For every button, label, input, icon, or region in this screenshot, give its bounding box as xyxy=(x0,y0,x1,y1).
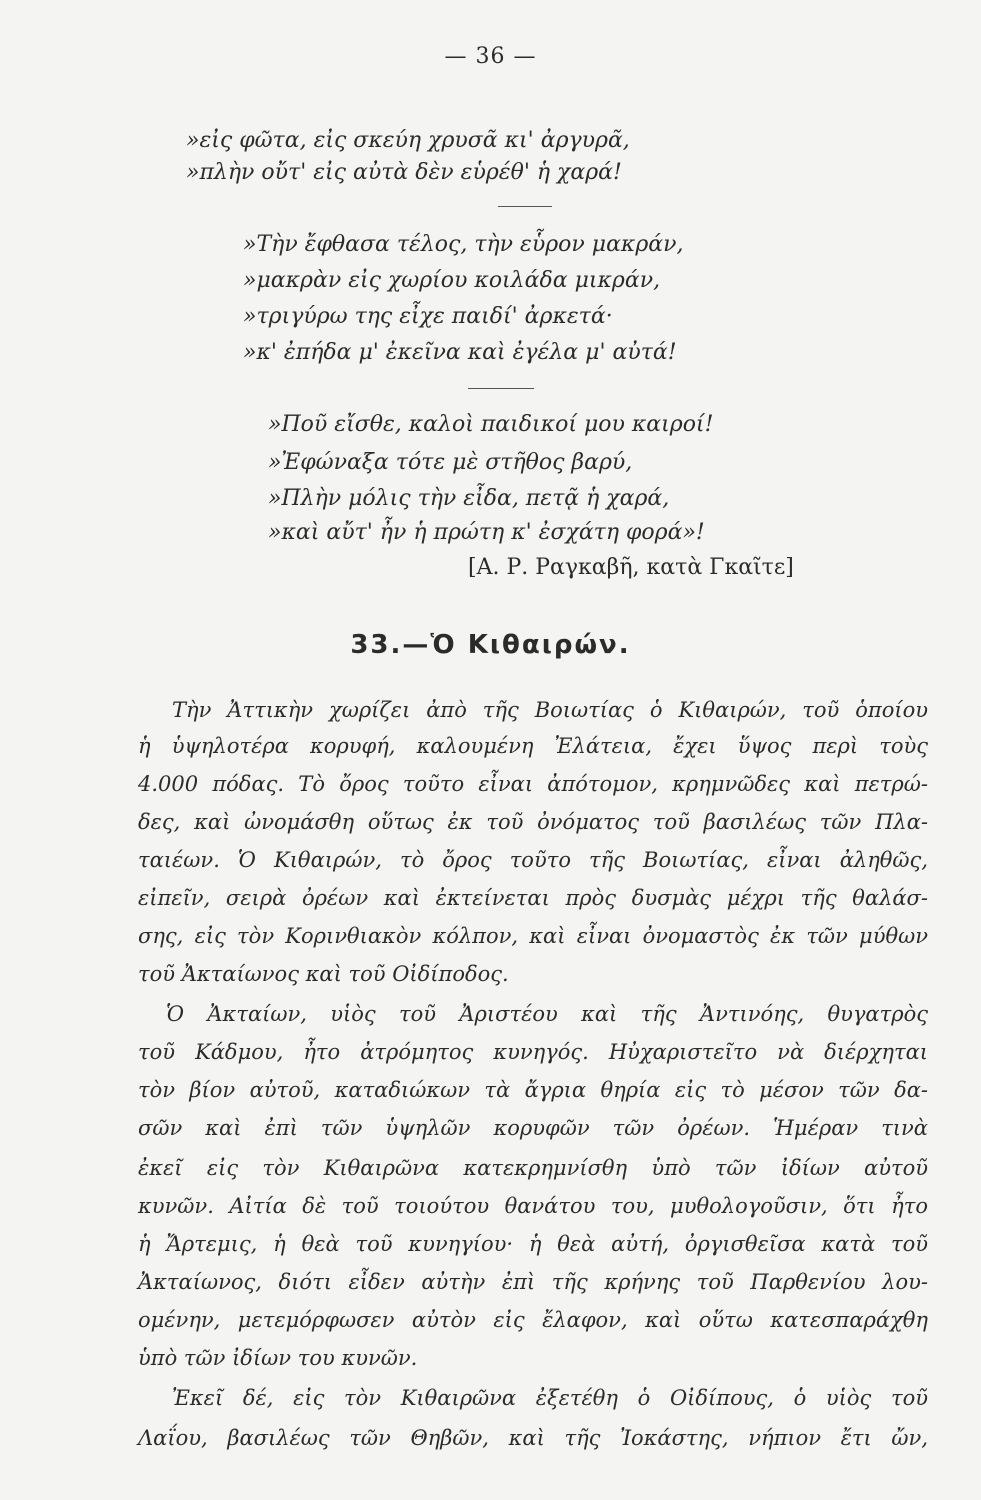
prose-line: εἰπεῖν, σειρὰ ὀρέων καὶ ἐκτείνεται πρὸς δυσμὰς μέχρι τῆς θαλάσ- xyxy=(138,886,928,910)
verse-line: »πλὴν οὔτ' εἰς αὐτὰ δὲν εὑρέθ' ἡ χαρά! xyxy=(186,160,622,185)
verse-line: »κ' ἐπήδα μ' ἐκεῖνα καὶ ἐγέλα μ' αὐτά! xyxy=(243,340,677,365)
verse-line: »εἰς φῶτα, εἰς σκεύη χρυσᾶ κι' ἀργυρᾶ, xyxy=(186,128,630,153)
prose-line: ομένην, μετεμόρφωσεν αὐτὸν εἰς ἔλαφον, καὶ οὕτω κατεσπαράχθη xyxy=(138,1308,928,1332)
prose-line: ταιέων. Ὁ Κιθαιρών, τὸ ὄρος τοῦτο τῆς Βοιωτίας, εἶναι ἀληθῶς, xyxy=(138,848,928,872)
prose-line: Ὁ Ἀκταίων, υἱὸς τοῦ Ἀριστέου καὶ τῆς Ἀντινόης, θυγατρὸς xyxy=(166,1002,928,1026)
prose-line: τοῦ Κάδμου, ἦτο ἀτρόμητος κυνηγός. Ηὐχαριστεῖτο νὰ διέρχηται xyxy=(138,1040,928,1064)
prose-line: σης, εἰς τὸν Κορινθιακὸν κόλπον, καὶ εἶναι ὀνομαστὸς ἐκ τῶν μύθων xyxy=(138,924,928,948)
prose-line: σῶν καὶ ἐπὶ τῶν ὑψηλῶν κορυφῶν τῶν ὀρέων. Ἡμέραν τινὰ xyxy=(138,1116,928,1140)
verse-line: »Ἐφώναξα τότε μὲ στῆθος βαρύ, xyxy=(268,450,633,475)
prose-line: ἡ ὑψηλοτέρα κορυφή, καλουμένη Ἐλάτεια, ἔχει ὕψος περὶ τοὺς xyxy=(138,734,928,758)
verse-line: »Τὴν ἔφθασα τέλος, τὴν εὗρον μακράν, xyxy=(243,232,684,257)
page-number: — 36 — xyxy=(444,44,537,69)
prose-line: τοῦ Ἀκταίωνος καὶ τοῦ Οἰδίποδος. xyxy=(138,962,509,986)
prose-line: τὸν βίον αὐτοῦ, καταδιώκων τὰ ἄγρια θηρία εἰς τὸ μέσον τῶν δα- xyxy=(138,1078,928,1102)
stanza-divider xyxy=(498,206,552,207)
prose-line: ἐκεῖ εἰς τὸν Κιθαιρῶνα κατεκρημνίσθη ὑπὸ τῶν ἰδίων αὐτοῦ xyxy=(138,1156,928,1180)
prose-line: ὑπὸ τῶν ἰδίων του κυνῶν. xyxy=(138,1346,418,1370)
prose-line: Ἀκταίωνος, διότι εἶδεν αὐτὴν ἐπὶ τῆς κρήνης τοῦ Παρθενίου λου- xyxy=(138,1270,928,1294)
prose-line: δες, καὶ ὠνομάσθη οὕτως ἐκ τοῦ ὀνόματος τοῦ βασιλέως τῶν Πλα- xyxy=(138,810,928,834)
verse-line: »καὶ αὔτ' ἦν ἡ πρώτη κ' ἐσχάτη φορά»! xyxy=(268,520,705,545)
stanza-divider xyxy=(468,388,534,389)
prose-line: Ἐκεῖ δέ, εἰς τὸν Κιθαιρῶνα ἐξετέθη ὁ Οἰδίπους, ὁ υἱὸς τοῦ xyxy=(172,1386,928,1410)
verse-line: »Πλὴν μόλις τὴν εἶδα, πετᾷ ἡ χαρά, xyxy=(268,486,670,511)
verse-line: »μακρὰν εἰς χωρίου κοιλάδα μικράν, xyxy=(243,268,661,293)
prose-line: Τὴν Ἀττικὴν χωρίζει ἀπὸ τῆς Βοιωτίας ὁ Κιθαιρών, τοῦ ὁποίου xyxy=(172,698,928,722)
verse-line: »τριγύρω της εἶχε παιδί' ἀρκετά· xyxy=(243,304,613,329)
verse-line: »Ποῦ εἴσθε, καλοὶ παιδικοί μου καιροί! xyxy=(268,412,714,437)
poem-attribution: [Α. Ρ. Ραγκαβῆ, κατὰ Γκαῖτε] xyxy=(468,555,794,580)
prose-line: ἡ Ἄρτεμις, ἡ θεὰ τοῦ κυνηγίου· ἡ θεὰ αὐτή, ὀργισθεῖσα κατὰ τοῦ xyxy=(138,1232,928,1256)
section-heading: 33.—Ὁ Κιθαιρών. xyxy=(350,630,631,660)
prose-line: 4.000 πόδας. Τὸ ὄρος τοῦτο εἶναι ἀπότομον, κρημνῶδες καὶ πετρώ- xyxy=(138,772,928,796)
prose-line: κυνῶν. Αἰτία δὲ τοῦ τοιούτου θανάτου του, μυθολογοῦσιν, ὅτι ἦτο xyxy=(138,1194,928,1218)
prose-line: Λαΐου, βασιλέως τῶν Θηβῶν, καὶ τῆς Ἰοκάστης, νήπιον ἔτι ὤν, xyxy=(138,1426,928,1450)
